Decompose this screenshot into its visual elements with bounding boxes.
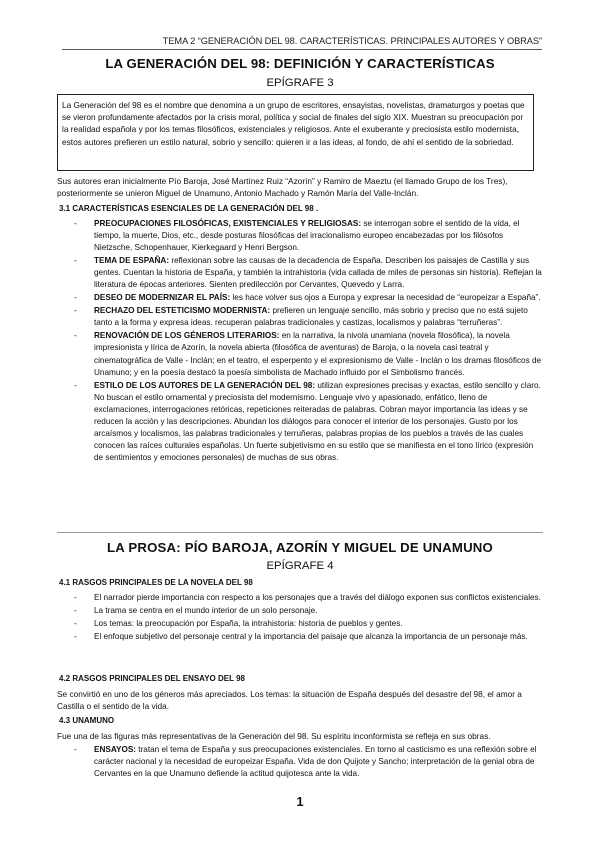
page-number: 1: [296, 794, 304, 809]
item-label: PREOCUPACIONES FILOSÓFICAS, EXISTENCIALES Y RELIGIOSAS:: [94, 219, 362, 228]
list-item: [80, 218, 542, 254]
list-item: [80, 744, 542, 780]
list-item: [80, 292, 542, 304]
item-text: reflexionan sobre las causas de la decadencia de España. Describen los paisajes de Castilla y sus gentes. Cuentan la historia de España, y también la intrahistoria (vida callada de miles de personas sin historia). Reflejan la literatura de épocas anteriores. Sienten predilección por Cervantes, Quevedo y Larra.: [94, 256, 542, 290]
list-item: [80, 380, 542, 464]
section-title-prosa: LA PROSA: PÍO BAROJA, AZORÍN Y MIGUEL DE UNAMUNO: [107, 540, 493, 555]
item-text: utilizan expresiones precisas y exactas, estilo sencillo y claro. No buscan el estilo ornamental y preciosista del modernismo. Lenguaje vivo y apasionado, enfático, lleno de exclamaciones, interrogaciones retóricas, repeticiones reiteradas de palabras. Cobran mayor importancia las ideas y se reducen la acción y las descripciones. Abundan los diálogos para conocer el interior de los personajes. Gusto por los arcaísmos y localismos, las palabras tradicionales y terruñeras, palabras propias de los pueblos a través de las cuales conocen las raíces culturales españolas. Un fuerte subjetivismo en su estilo que se manifiesta en el tono lírico (expresión de sentimientos y emociones personales) de muchas de sus obras.: [94, 380, 541, 462]
essay-paragraph: Se convirtió en uno de los géneros más apreciados. Los temas: la situación de España después del desastre del 98, el amor a Castilla o el sentido de la vida.: [57, 689, 522, 712]
epigraph-3: EPÍGRAFE 3: [266, 77, 334, 89]
list-item: - La trama se centra en el mundo interior de un solo personaje.: [80, 605, 542, 617]
subheading-4-1: 4.1 RASGOS PRINCIPALES DE LA NOVELA DEL 98: [59, 578, 253, 587]
authors-paragraph: Sus autores eran inicialmente Pío Baroja, José Martínez Ruiz “Azorín” y Ramiro de Maeztu (el llamado Grupo de los Tres), posteriormente se unieron Miguel de Unamuno, Antonio Machado y Ramón María del Valle-Inclán.: [57, 176, 508, 199]
item-label: DESEO DE MODERNIZAR EL PAÍS:: [94, 293, 231, 303]
subheading-3-1: 3.1 CARACTERÍSTICAS ESENCIALES DE LA GENERACIÓN DEL 98 .: [59, 204, 319, 213]
subheading-4-3: 4.3 UNAMUNO: [59, 716, 115, 725]
novel-traits-list: [80, 592, 542, 644]
item-text: les hace volver sus ojos a Europa y expresar la necesidad de “europeizar a España”.: [230, 293, 541, 303]
running-header: TEMA 2 “GENERACIÓN DEL 98. CARACTERÍSTICAS. PRINCIPALES AUTORES Y OBRAS”: [62, 36, 542, 50]
item-text: prefieren un lenguaje sencillo, más sobrio y preciso que no está sujeto tanto a la forma y expresa ideas. recuperan palabras tradicionales y castizas, localismos y palabras “terruñeras”.: [94, 306, 528, 328]
unamuno-paragraph: Fue una de las figuras más representativas de la Generación del 98. Su espíritu inconformista se refleja en sus obras.: [57, 731, 491, 741]
item-label: ESTILO DE LOS AUTORES DE LA GENERACIÓN DEL 98:: [94, 380, 316, 390]
epigraph-4: EPÍGRAFE 4: [266, 560, 334, 572]
unamuno-list: [80, 744, 542, 781]
list-item: [80, 305, 542, 329]
item-text: tratan el tema de España y sus preocupaciones existenciales. En torno al casticismo es una reflexión sobre el carácter nacional y la necesidad de europeizar España. Vida de don Quijote y Sancho; interpretación de la genial obra de Cervantes en la que Unamuno defiende la actitud quijotesca ante la vida.: [94, 745, 537, 779]
item-text: se interrogan sobre el sentido de la vida, el tiempo, la muerte, Dios, etc., desde posturas filosóficas del irracionalismo europeo encabezadas por los filósofos Nietzsche, Schopenhauer, Kierkegaard y Henri Bergson.: [94, 219, 520, 253]
item-label: RENOVACIÓN DE LOS GÉNEROS LITERARIOS:: [94, 331, 280, 341]
subheading-4-2: 4.2 RASGOS PRINCIPALES DEL ENSAYO DEL 98: [59, 674, 245, 683]
list-item: - El narrador pierde importancia con respecto a los personajes que a través del diálogo exponen sus conflictos existenciales.: [80, 592, 542, 604]
list-item: [80, 255, 542, 291]
list-item: - Los temas: la preocupación por España, la intrahistoria: historia de pueblos y gentes.: [80, 618, 542, 630]
section-title-generacion: LA GENERACIÓN DEL 98: DEFINICIÓN Y CARACTERÍSTICAS: [105, 56, 495, 71]
characteristics-list: [80, 218, 542, 465]
definition-box: La Generación del 98 es el nombre que denomina a un grupo de escritores, ensayistas, novelistas, dramaturgos y poetas que se vieron profundamente afectados por la crisis moral, política y social de finales del siglo XIX. Muestran su preocupación por la realidad española y por los temas filosóficos, existenciales y religiosos. Ante el exuberante y preciosista estilo modernista, estos autores prefieren un estilo natural, sobrio y sencillo: quieren ir a las ideas, al fondo, de ahí el sentido de la sobriedad.: [57, 94, 534, 171]
item-label: TEMA DE ESPAÑA:: [94, 256, 170, 266]
item-label: ENSAYOS:: [94, 745, 137, 754]
list-item: - El enfoque subjetivo del personaje central y la importancia del paisaje que alcanza la importancia de un personaje más.: [80, 631, 542, 643]
section-divider: [57, 532, 543, 533]
item-label: RECHAZO DEL ESTETICISMO MODERNISTA:: [94, 306, 271, 316]
list-item: [80, 330, 542, 378]
item-text: en la narrativa, la nivola unamiana (novela filosófica), la novela impresionista y lírica de Azorín, la novela abierta (filosófica de aventuras) de Baroja, o la novela casi teatral y cinematográfica de Valle - Inclán; en el teatro, el esperpento y el expresionismo de Valle - Inclán o los dramas filosóficos de Unamuno; y en la poesía destacó la poesía simbolista de Machado influido por el Simbolismo francés.: [94, 331, 542, 377]
